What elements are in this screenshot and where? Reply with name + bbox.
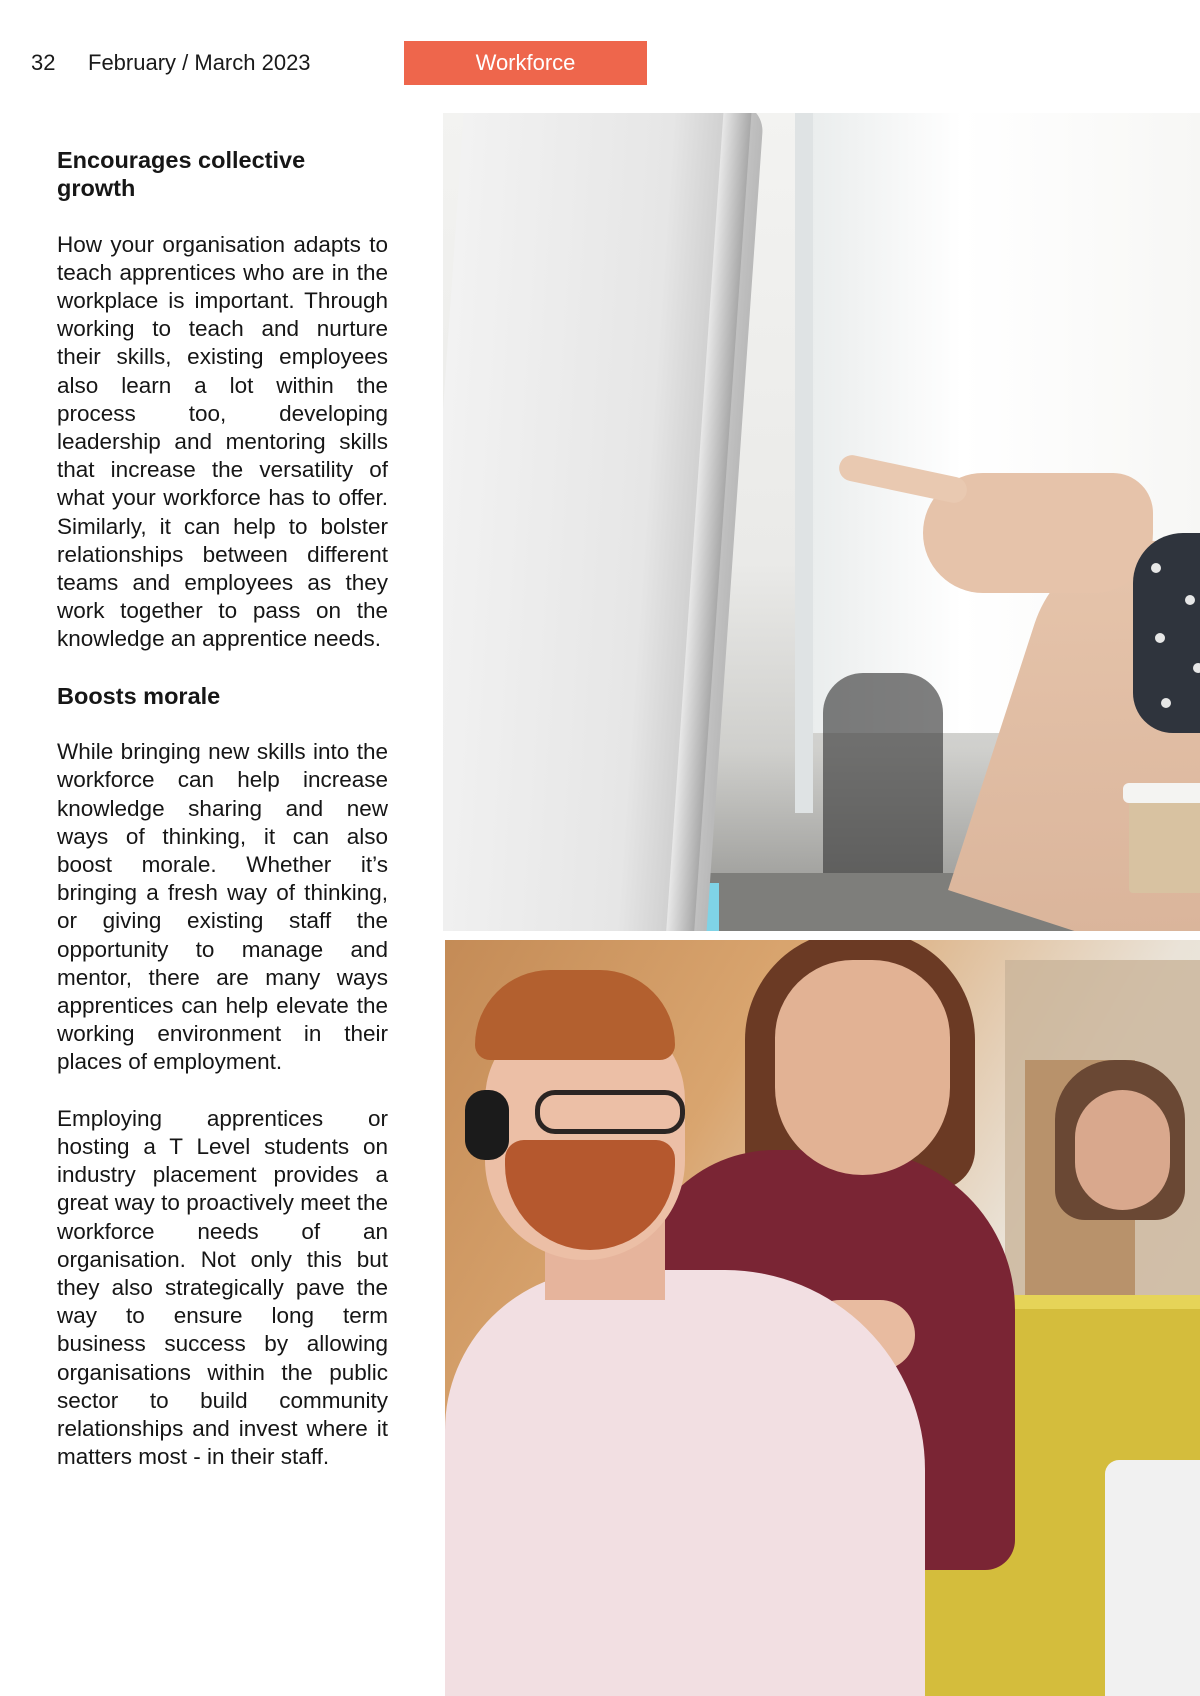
window-frame [795,113,813,813]
coffee-cup [1129,793,1200,893]
sleeve-dot [1185,595,1195,605]
background-colleague-face [1075,1090,1170,1210]
photo-monitor-pointing-hand [443,113,1200,931]
glasses [535,1090,685,1134]
headset-icon [465,1090,509,1160]
article-column [57,146,388,1471]
heading-boosts-morale: Boosts morale [57,682,221,709]
issue-date: February / March 2023 [88,50,311,75]
laptop [1105,1460,1200,1696]
paragraph-boosts-morale: While bringing new skills into the workforce can help increase knowledge sharing and new ways of thinking, it can also boost morale. Whether it’s bringing a fresh way of thinking, or giving existing staff the opportunity to manage and mentor, there are many ways apprentices can help elevate the working environment in their places of employment. [57,739,388,1075]
paragraph-employing-apprentices: Employing apprentices or hosting a T Level students on industry placement provides a great way to proactively meet the workforce needs of an organisation. Not only this but they also strategically pave the way to ensure long term business success by allowing organisations within the public sector to build community relationships and invest where it matters most - in their staff. [57,1105,388,1470]
coffee-cup-lid [1123,783,1200,803]
woman-face [775,960,950,1175]
sleeve-dot [1155,633,1165,643]
sleeve-dot [1151,563,1161,573]
heading-collective-growth: Encourages collective growth [57,147,306,202]
sleeve-dot [1161,698,1171,708]
photo-office-workers [445,940,1200,1696]
section-tag: Workforce [404,41,647,85]
page-number: 32 [31,50,56,75]
paragraph-collective-growth: How your organisation adapts to teach apprentices who are in the workplace is important. Through working to teach and nurture their skills, existing employees also learn a lot within the process too, developing leadership and mentoring skills that increase the versatility of what your workforce has to offer. Similarly, it can help to bolster relationships between different teams and employees as they work together to pass on the knowledge an apprentice needs. [57,231,388,652]
polka-dot-sleeve [1133,533,1200,733]
background-chair [823,673,943,893]
man-pink-shirt [445,1270,925,1696]
man-hair [475,970,675,1060]
page-header [0,0,1200,100]
sleeve-dot [1193,663,1200,673]
